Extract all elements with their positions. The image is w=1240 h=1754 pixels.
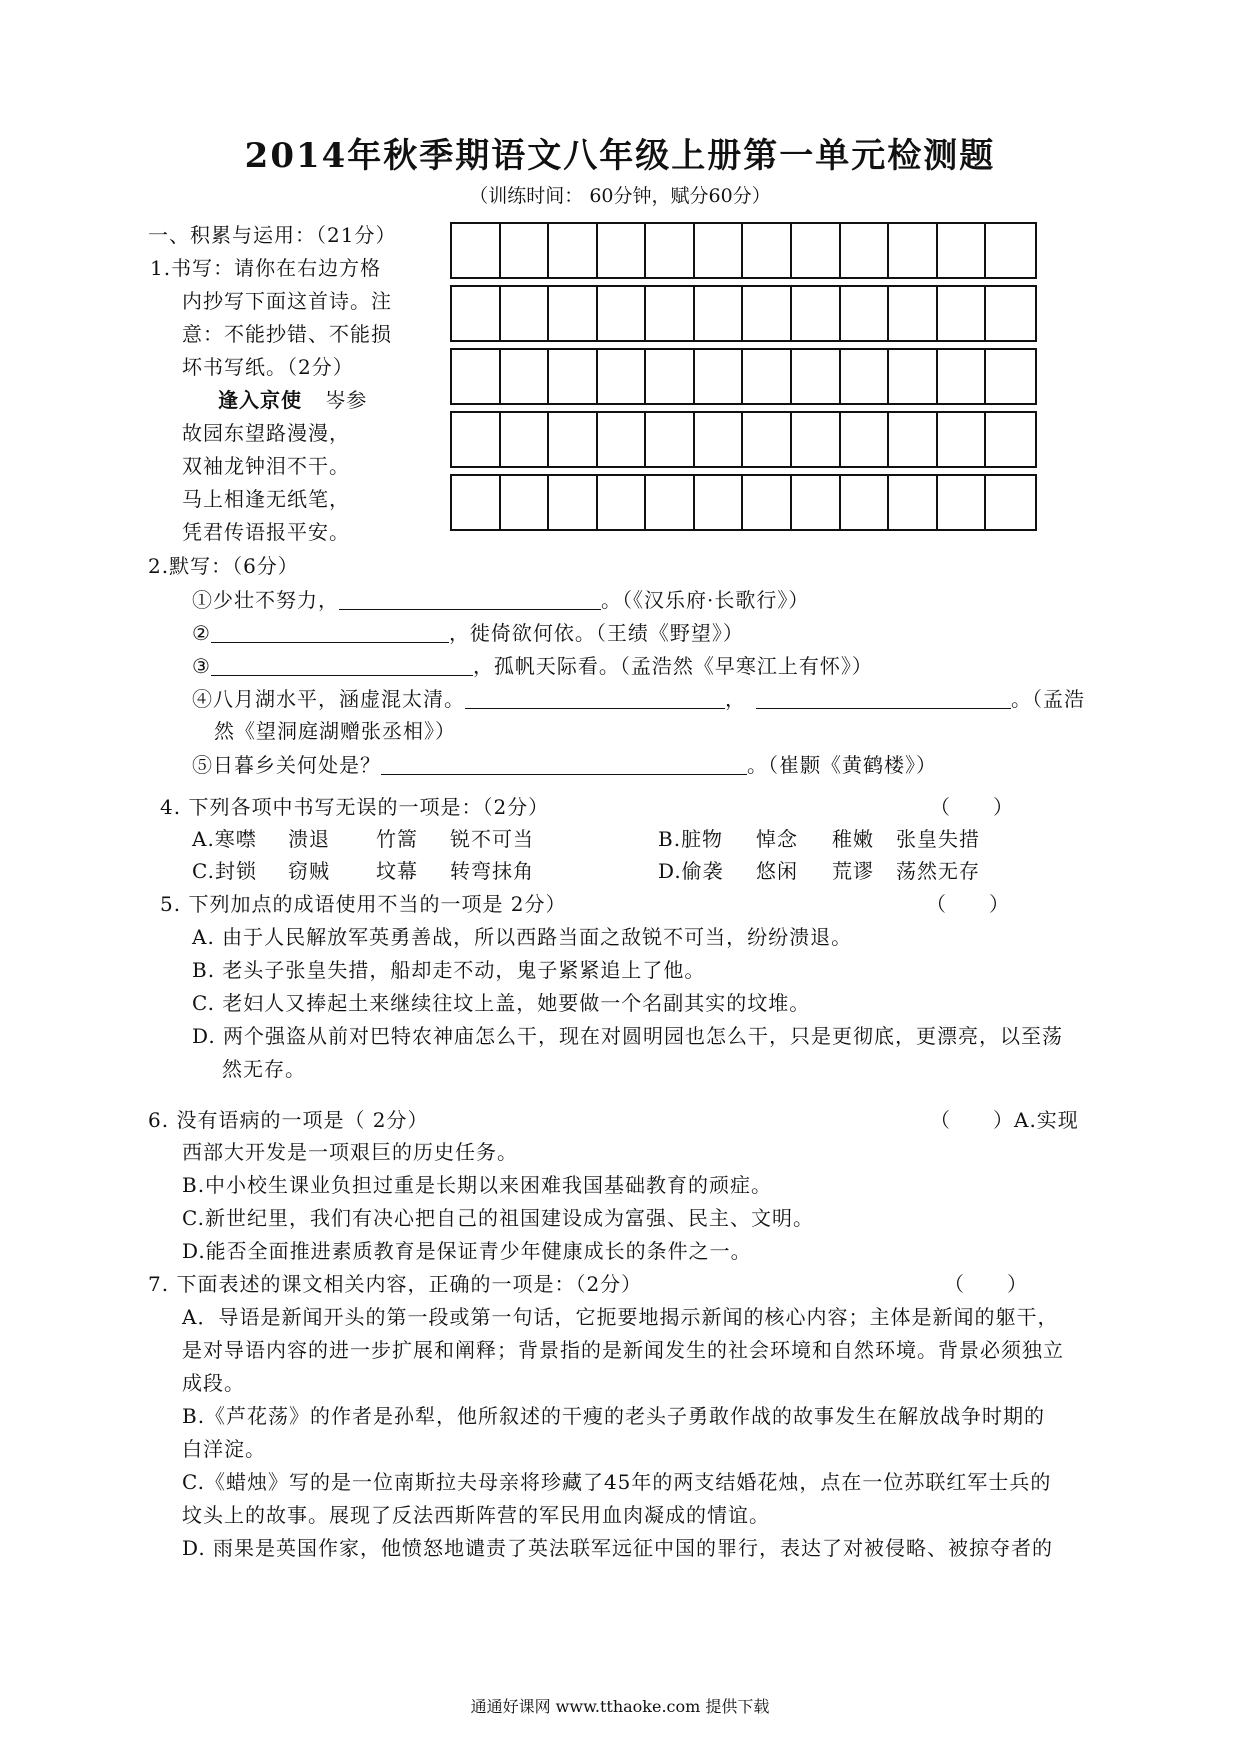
q7-line: C.《蜡烛》写的是一位南斯拉夫母亲将珍藏了45年的两支结婚花烛，点在一位苏联红军士兵的 [182,1470,1052,1494]
q4-option: C.封锁 [192,859,257,883]
q6-option: B.中小校生课业负担过重是长期以来困难我国基础教育的顽症。 [182,1173,773,1197]
poem-line: 凭君传语报平安。 [182,520,350,544]
q4-option: B.脏物 [658,827,724,851]
writing-grid-row[interactable] [450,348,1037,405]
section-heading: 一、积累与运用：（21分） [148,223,397,247]
writing-grid-row[interactable] [450,474,1037,531]
q5-option-cont: 然无存。 [222,1057,306,1081]
q7-line: 是对导语内容的进一步扩展和阐释；背景指的是新闻发生的社会环境和自然环境。背景必须独立 [182,1338,1064,1362]
q2-item-c: ③ ，孤帆天际看。（孟浩然《早寒江上有怀》） [192,654,873,678]
answer-blank[interactable] [211,622,449,643]
answer-blank[interactable] [211,655,473,676]
q1-line: 坏书写纸。（2分） [182,355,354,379]
q1-line: 意：不能抄错、不能损 [182,322,392,346]
page-subtitle: （训练时间： 60分钟，赋分60分） [469,185,771,207]
q5-option: B. 老头子张皇失措，船却走不动，鬼子紧紧追上了他。 [192,958,706,982]
q4-option: 锐不可当 [450,827,534,851]
q7-line: 白洋淀。 [182,1437,266,1461]
q7-line: B.《芦花荡》的作者是孙犁，他所叙述的干瘦的老头子勇敢作战的故事发生在解放战争时期的 [182,1404,1046,1428]
poem-line: 马上相逢无纸笔， [182,487,350,511]
q4-stem: 4. 下列各项中书写无误的一项是：（2分） [160,795,550,819]
q5-option: A. 由于人民解放军英勇善战，所以西路当面之敌锐不可当，纷纷溃退。 [192,925,853,949]
page-title: 2014年秋季期语文八年级上册第一单元检测题 [244,136,996,176]
q4-option: 悼念 [756,827,798,851]
q1-line: 1.书写：请你在右边方格 [150,256,382,280]
poem-title: 逢入京使 [218,388,302,412]
answer-paren[interactable]: （ ） [944,1272,1028,1296]
writing-grid-row[interactable] [450,411,1037,468]
poem-line: 双袖龙钟泪不干。 [182,454,350,478]
q4-option: 窃贼 [288,859,330,883]
poem-author: 岑参 [325,388,368,412]
q4-option: 荡然无存 [896,859,980,883]
q2-label: 2.默写：（6分） [148,554,299,578]
q2-item-d: ④八月湖水平，涵虚混太清。 ， 。（孟浩 [192,687,1085,711]
page-footer: 通通好课网 www.tthaoke.com 提供下载 [470,1697,770,1716]
q7-line: D. 雨果是英国作家，他愤怒地谴责了英法联军远征中国的罪行，表达了对被侵略、被掠夺者的 [182,1536,1054,1560]
answer-blank[interactable] [756,688,1011,709]
q4-option: 转弯抹角 [450,859,534,883]
q2-item-d-cont: 然《望洞庭湖赠张丞相》） [214,719,456,743]
poem-line: 故园东望路漫漫， [182,421,350,445]
q2-item-b: ② ，徙倚欲何依。（王绩《野望》） [192,621,744,645]
q4-option: 稚嫩 [832,827,874,851]
q1-line: 内抄写下面这首诗。注 [182,289,392,313]
answer-blank[interactable] [339,589,601,610]
answer-paren[interactable]: （ ）A.实现 [930,1108,1079,1132]
writing-grid-row[interactable] [450,222,1037,279]
q4-option: 悠闲 [756,859,798,883]
q5-stem: 5. 下列加点的成语使用不当的一项是 2分） [160,892,567,916]
q5-option: C. 老妇人又捧起土来继续往坟上盖，她要做一个名副其实的坟堆。 [192,991,811,1015]
q6-option: C.新世纪里，我们有决心把自己的祖国建设成为富强、民主、文明。 [182,1206,814,1230]
q6-option: 西部大开发是一项艰巨的历史任务。 [182,1140,518,1164]
q4-option: D.偷袭 [658,859,724,883]
q7-line: 成段。 [182,1371,245,1395]
q7-line: A．导语是新闻开头的第一段或第一句话，它扼要地揭示新闻的核心内容；主体是新闻的躯干， [182,1305,1059,1329]
answer-paren[interactable]: （ ） [926,892,1010,916]
poem-heading [218,390,367,410]
q4-option: 坟幕 [376,859,418,883]
q6-stem: 6. 没有语病的一项是（ 2分） [148,1108,429,1132]
answer-blank[interactable] [465,688,725,709]
q7-stem: 7. 下面表述的课文相关内容，正确的一项是：（2分） [148,1272,643,1296]
q5-option: D. 两个强盗从前对巴特农神庙怎么干，现在对圆明园也怎么干，只是更彻底，更漂亮，以至荡 [192,1024,1064,1048]
q4-option: 张皇失措 [896,827,980,851]
q2-item-a: ①少壮不努力， 。（《汉乐府·长歌行》） [192,588,810,612]
q4-option: 溃退 [288,827,330,851]
q7-line: 坟头上的故事。展现了反法西斯阵营的军民用血肉凝成的情谊。 [182,1503,770,1527]
answer-paren[interactable]: （ ） [930,795,1014,819]
q2-item-e: ⑤日暮乡关何处是？ 。（崔颢《黄鹤楼》） [192,753,937,777]
answer-blank[interactable] [381,754,747,775]
q4-option: 荒谬 [832,859,874,883]
q6-option: D.能否全面推进素质教育是保证青少年健康成长的条件之一。 [182,1239,752,1263]
q4-option: 竹篙 [376,827,418,851]
writing-grid-row[interactable] [450,285,1037,342]
q4-option: A.寒噤 [192,827,257,851]
